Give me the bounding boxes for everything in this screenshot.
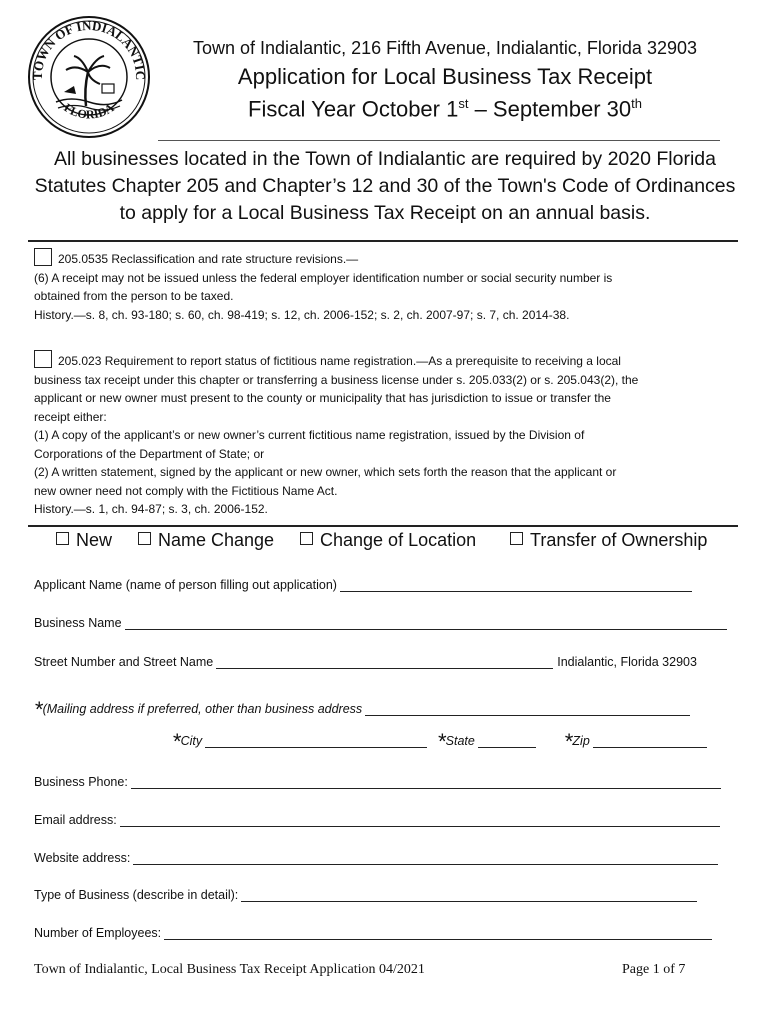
statute-text: obtained from the person to be taxed.	[34, 289, 234, 303]
option-new[interactable]	[56, 530, 112, 551]
svg-text:FLORIDA: FLORIDA	[61, 100, 117, 122]
mailing-address-input[interactable]	[365, 703, 690, 716]
statute-205-0535	[34, 248, 734, 324]
svg-text:TOWN OF INDIALANTIC: TOWN OF INDIALANTIC	[29, 17, 149, 81]
statute-text: new owner need not comply with the Fictitious Name Act.	[34, 483, 338, 498]
statute-text: (1) A copy of the applicant’s or new owner’s current fictitious name registration, issued by the Division of	[34, 428, 585, 442]
required-star: *	[563, 729, 573, 754]
street-label: Street Number and Street Name	[34, 655, 214, 669]
intro-line: Statutes Chapter 205 and Chapter’s 12 and 30 of the Town's Code of Ordinances	[34, 175, 736, 197]
statute-text: applicant or new owner must present to the county or municipality that has jurisdiction to issue or transfer the	[34, 391, 611, 405]
statute-205-023	[34, 350, 734, 519]
state-input[interactable]	[478, 735, 536, 748]
employees-label: Number of Employees:	[34, 926, 162, 940]
business-name-row	[34, 612, 727, 630]
fiscal-year-start: Fiscal Year October 1	[248, 96, 459, 122]
option-name-change[interactable]	[138, 530, 274, 551]
website-label: Website address:	[34, 851, 131, 865]
email-row	[34, 809, 720, 827]
footer-page-number: Page 1 of 7	[622, 962, 686, 977]
street-city-suffix: Indialantic, Florida 32903	[557, 655, 697, 669]
applicant-name-label: Applicant Name (name of person filling out application)	[34, 578, 337, 592]
statute-1-checkbox[interactable]	[34, 248, 52, 266]
type-of-business-label: Type of Business (describe in detail):	[34, 888, 239, 902]
type-of-business-input[interactable]	[241, 889, 697, 902]
section-divider	[28, 525, 738, 527]
option-label: New	[76, 530, 113, 550]
applicant-name-row	[34, 574, 692, 592]
document-title: Application for Local Business Tax Receipt	[237, 64, 653, 89]
statute-history: History.—s. 1, ch. 94-87; s. 3, ch. 2006-152.	[34, 502, 268, 516]
option-change-of-location[interactable]	[300, 530, 476, 551]
fiscal-year-sup-th: th	[631, 96, 642, 111]
required-star: *	[34, 697, 43, 722]
intro-line: to apply for a Local Business Tax Receipt on an annual basis.	[119, 202, 651, 224]
name-change-checkbox[interactable]	[138, 532, 151, 545]
applicant-name-input[interactable]	[340, 579, 692, 592]
intro-paragraph	[20, 146, 750, 227]
statute-text: business tax receipt under this chapter or transferring a business license under s. 205.033(2) or s. 205.043(2), the	[34, 372, 639, 387]
application-type-options	[34, 530, 734, 556]
employees-row	[34, 922, 712, 940]
transfer-of-ownership-checkbox[interactable]	[510, 532, 523, 545]
intro-line: All businesses located in the Town of Indialantic are required by 2020 Florida	[54, 148, 716, 170]
employees-input[interactable]	[164, 927, 712, 940]
business-phone-input[interactable]	[131, 776, 721, 789]
option-transfer-of-ownership[interactable]	[510, 530, 707, 551]
state-label: State	[445, 734, 475, 748]
option-label: Change of Location	[320, 530, 477, 550]
statute-2-checkbox[interactable]	[34, 350, 52, 368]
town-address: Town of Indialantic, 216 Fifth Avenue, Indialantic, Florida 32903	[193, 38, 697, 58]
statute-heading: 205.0535 Reclassification and rate structure revisions.—	[34, 248, 734, 269]
header-divider	[158, 140, 720, 141]
website-row	[34, 847, 718, 865]
city-state-zip-row	[172, 729, 707, 754]
zip-label: Zip	[572, 734, 590, 748]
change-of-location-checkbox[interactable]	[300, 532, 313, 545]
zip-input[interactable]	[593, 735, 707, 748]
street-row	[34, 651, 697, 669]
website-input[interactable]	[133, 852, 718, 865]
new-checkbox[interactable]	[56, 532, 69, 545]
option-label: Name Change	[158, 530, 275, 550]
street-input[interactable]	[216, 656, 553, 669]
fiscal-year-end: – September 30	[468, 96, 632, 122]
business-name-input[interactable]	[125, 617, 727, 630]
type-of-business-row	[34, 884, 697, 902]
email-input[interactable]	[120, 814, 720, 827]
town-seal-logo	[26, 14, 152, 140]
statute-text: Corporations of the Department of State; or	[34, 446, 265, 461]
city-label: City	[180, 734, 203, 748]
section-divider	[28, 240, 738, 242]
fiscal-year-line	[160, 96, 730, 122]
business-name-label: Business Name	[34, 616, 122, 630]
statute-history: History.—s. 8, ch. 93-180; s. 60, ch. 98-419; s. 12, ch. 2006-152; s. 2, ch. 2007-97; s. 7, ch. 2014-38.	[34, 307, 570, 322]
statute-text: (2) A written statement, signed by the applicant or new owner, which sets forth the reason that the applicant or	[34, 465, 617, 479]
statute-heading: 205.023 Requirement to report status of fictitious name registration.—As a prerequisite to receiving a local	[34, 350, 734, 371]
footer-document-info: Town of Indialantic, Local Business Tax Receipt Application 04/2021	[34, 962, 425, 977]
option-label: Transfer of Ownership	[530, 530, 708, 550]
mailing-address-row	[34, 697, 690, 722]
city-input[interactable]	[205, 735, 427, 748]
statute-text: receipt either:	[34, 409, 107, 424]
required-star: *	[172, 729, 181, 754]
mailing-address-label: (Mailing address if preferred, other than business address	[42, 702, 363, 716]
business-phone-label: Business Phone:	[34, 775, 128, 789]
business-phone-row	[34, 771, 721, 789]
email-label: Email address:	[34, 813, 117, 827]
fiscal-year-sup-st: st	[458, 96, 469, 111]
statute-text: (6) A receipt may not be issued unless the federal employer identification number or social security number is	[34, 270, 613, 285]
required-star: *	[437, 729, 446, 754]
